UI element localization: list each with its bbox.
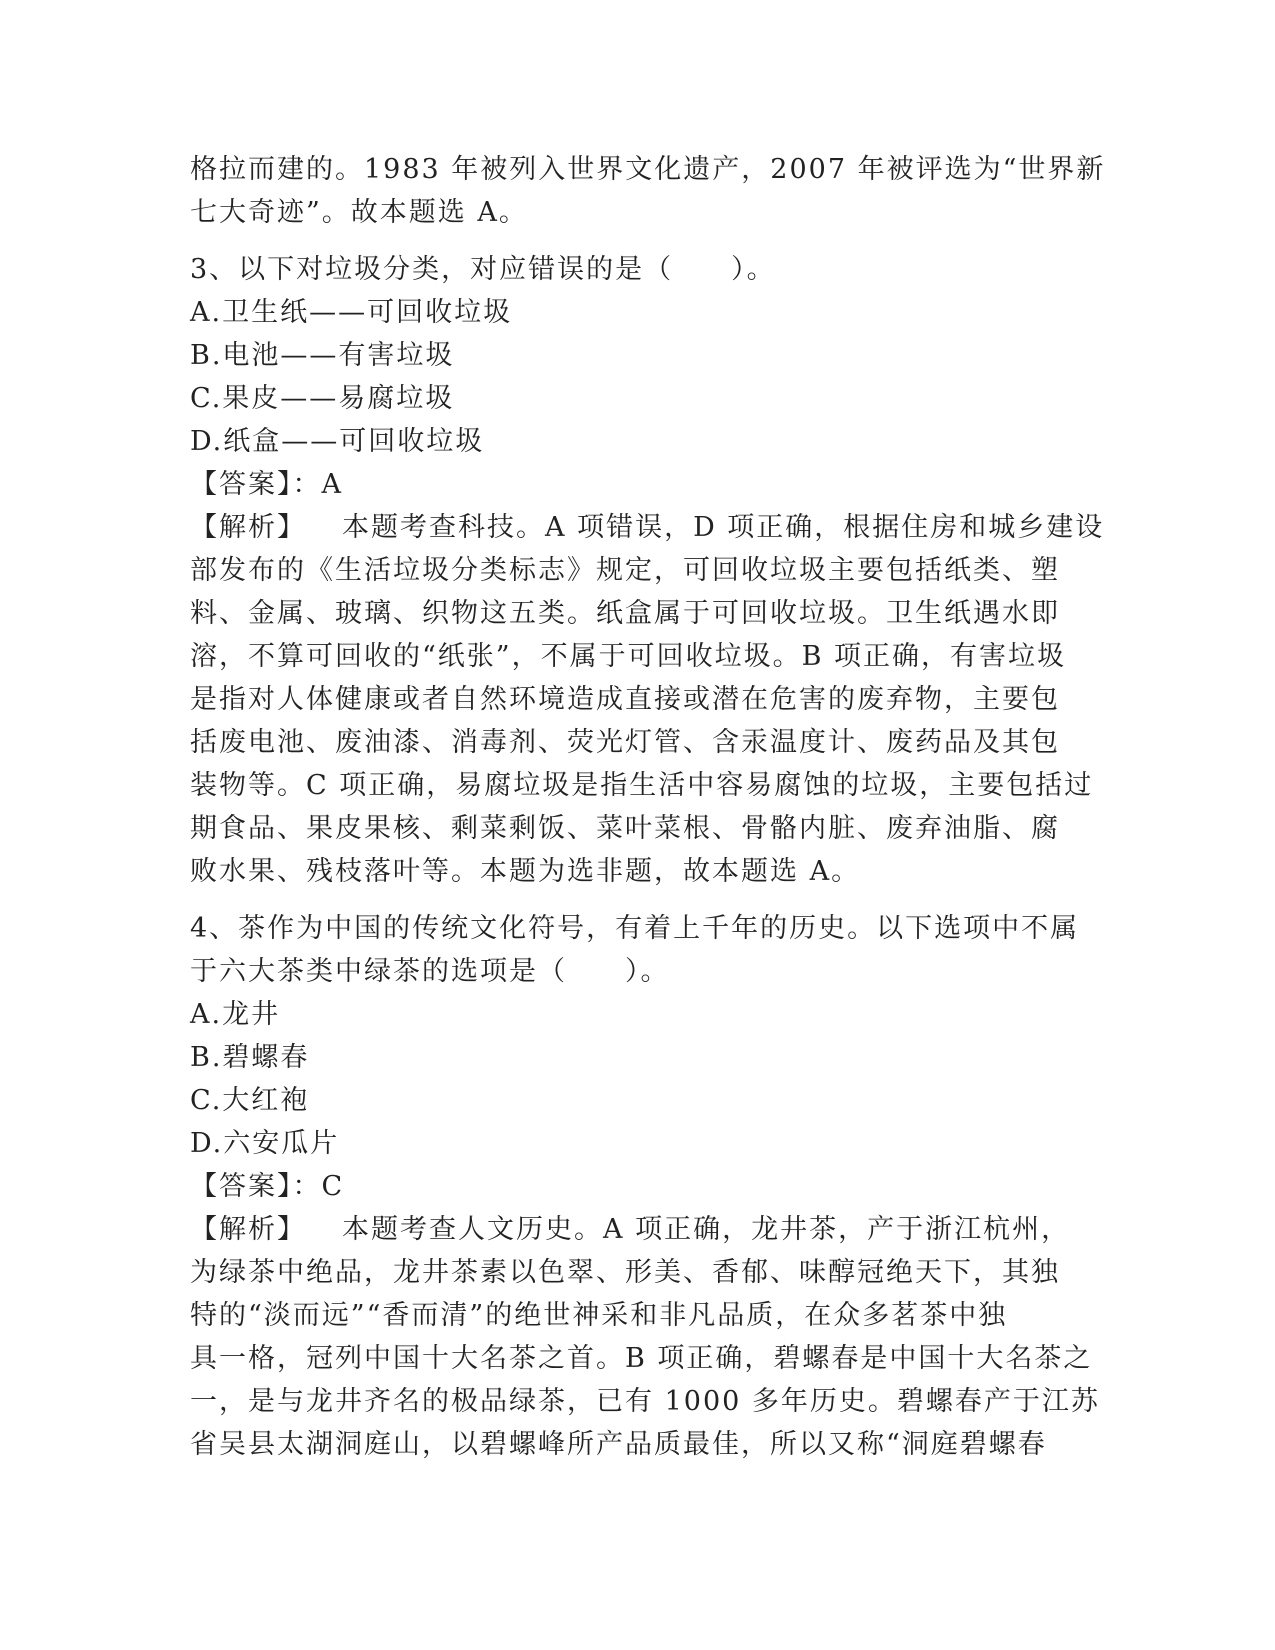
q4-option-d: D.六安瓜片	[190, 1128, 340, 1159]
q3-analysis-line: 是指对人体健康或者自然环境造成直接或潜在危害的废弃物，主要包	[190, 684, 1060, 715]
q4-analysis-label: 【解析】	[190, 1214, 306, 1245]
q3-question: 3、以下对垃圾分类，对应错误的是（ ）。	[190, 254, 776, 285]
q3-analysis-line: 料、金属、玻璃、织物这五类。纸盒属于可回收垃圾。卫生纸遇水即	[190, 598, 1060, 629]
q3-analysis-line: 部发布的《生活垃圾分类标志》规定，可回收垃圾主要包括纸类、塑	[190, 555, 1060, 586]
q3-option-a: A.卫生纸——可回收垃圾	[190, 297, 513, 328]
q3-answer-value: A	[321, 469, 343, 500]
q4-analysis-line: 具一格，冠列中国十大名茶之首。B 项正确，碧螺春是中国十大名茶之	[190, 1343, 1093, 1374]
q3-option-d: D.纸盒——可回收垃圾	[190, 426, 485, 457]
q4-question-line: 4、茶作为中国的传统文化符号，有着上千年的历史。以下选项中不属	[190, 913, 1080, 944]
q3-answer-label: 【答案】：	[190, 469, 322, 500]
q3-option-c: C.果皮——易腐垃圾	[190, 383, 455, 414]
q3-analysis-label: 【解析】	[190, 512, 306, 543]
q3-analysis-line: 括废电池、废油漆、消毒剂、荧光灯管、含汞温度计、废药品及其包	[190, 727, 1060, 758]
q4-question-line: 于六大茶类中绿茶的选项是（ ）。	[190, 956, 670, 987]
q3-analysis-line: 败水果、残枝落叶等。本题为选非题，故本题选 A。	[190, 856, 861, 887]
q2-explanation-line: 格拉而建的。1983 年被列入世界文化遗产，2007 年被评选为“世界新	[190, 154, 1106, 185]
q3-analysis-line: 期食品、果皮果核、剩菜剩饭、菜叶菜根、骨骼内脏、废弃油脂、腐	[190, 813, 1060, 844]
q4-analysis-line: 特的“淡而远”“香而清”的绝世神采和非凡品质，在众多茗茶中独	[190, 1300, 1008, 1331]
paragraph-gap	[190, 234, 1090, 248]
q4-analysis-text: 本题考查人文历史。A 项正确，龙井茶，产于浙江杭州，	[342, 1214, 1071, 1245]
q3-analysis-line: 装物等。C 项正确，易腐垃圾是指生活中容易腐蚀的垃圾，主要包括过	[190, 770, 1094, 801]
q3-analysis-text: 本题考查科技。A 项错误，D 项正确，根据住房和城乡建设	[342, 512, 1105, 543]
q4-analysis-line: 省吴县太湖洞庭山，以碧螺峰所产品质最佳，所以又称“洞庭碧螺春	[190, 1429, 1047, 1460]
q3-analysis-first-line	[190, 506, 1105, 549]
q4-answer-value: C	[321, 1171, 345, 1202]
q4-option-a: A.龙井	[190, 999, 281, 1030]
document-body	[190, 148, 1106, 1466]
q4-option-b: B.碧螺春	[190, 1042, 310, 1073]
q3-analysis-line: 溶，不算可回收的“纸张”，不属于可回收垃圾。B 项正确，有害垃圾	[190, 641, 1067, 672]
q4-option-c: C.大红袍	[190, 1085, 310, 1116]
q3-answer	[190, 463, 1090, 506]
q3-option-b: B.电池——有害垃圾	[190, 340, 455, 371]
q4-analysis-first-line	[190, 1208, 1090, 1251]
q2-explanation-line: 七大奇迹”。故本题选 A。	[190, 197, 528, 228]
q4-analysis-line: 为绿茶中绝品，龙井茶素以色翠、形美、香郁、味醇冠绝天下，其独	[190, 1257, 1060, 1288]
q4-answer	[190, 1165, 1090, 1208]
q4-analysis-line: 一，是与龙井齐名的极品绿茶，已有 1000 多年历史。碧螺春产于江苏	[190, 1386, 1100, 1417]
paragraph-gap	[190, 893, 1090, 907]
q4-answer-label: 【答案】：	[190, 1171, 322, 1202]
